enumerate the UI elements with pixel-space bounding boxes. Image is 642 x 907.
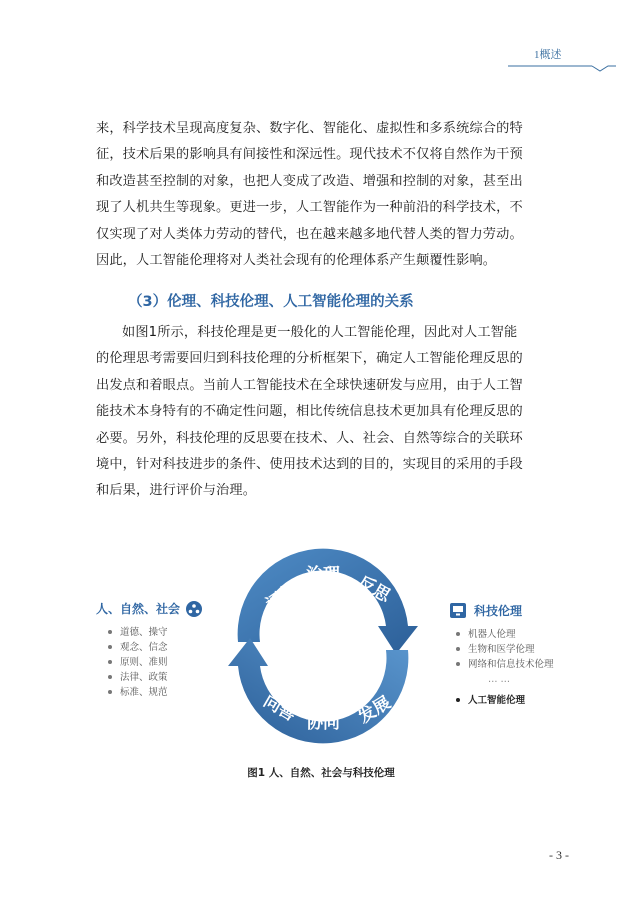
right-legend-title-text: 科技伦理: [474, 604, 523, 618]
paragraph-line: 如图1所示，科技伦理是更一般化的人工智能伦理，因此对人工智能: [122, 325, 518, 340]
paragraph-line: 征，技术后果的影响具有间接性和深远性。现代技术不仅将自然作为干预: [96, 147, 523, 163]
top-arc-label: 反思: [354, 572, 394, 607]
top-arc-label: 治理: [306, 565, 340, 585]
paragraph-line: 仅实现了对人类体力劳动的替代，也在越来越多地代替人类的智力劳动。: [96, 226, 523, 242]
right-legend: [450, 602, 554, 708]
page-number: - 3 -: [549, 848, 569, 862]
paragraph-line: 能技术本身特有的不确定性问题，相比传统信息技术更加具有伦理反思的: [96, 404, 523, 420]
paragraph-line: 和后果，进行评价与治理。: [96, 483, 257, 499]
figure-caption: 图1 人、自然、社会与科技伦理: [247, 767, 395, 779]
chapter-label: 1概述: [534, 49, 562, 61]
left-legend-title: [96, 600, 202, 617]
list-ellipsis: … …: [488, 674, 511, 685]
cycle-diagram: [218, 540, 428, 752]
left-legend: [96, 600, 202, 700]
bottom-arc-label: 向善: [259, 691, 300, 726]
left-legend-title-text: 人、自然、社会: [96, 602, 181, 616]
left-legend-list: [96, 625, 202, 700]
list-item: 法律、政策: [96, 670, 202, 685]
paragraph-line: 境中，针对科技进步的条件、使用技术达到的目的，实现目的采用的手段: [96, 457, 523, 473]
list-item: 网络和信息技术伦理: [450, 657, 554, 672]
list-item: 原则、准则: [96, 655, 202, 670]
section-heading: （3）伦理、科技伦理、人工智能伦理的关系: [128, 294, 414, 310]
list-item: 机器人伦理: [450, 627, 554, 642]
monitor-icon: [450, 603, 466, 618]
list-item: 观念、信念: [96, 640, 202, 655]
paragraph-2: [96, 320, 566, 505]
top-arc-label: 评估: [262, 578, 302, 615]
paragraph-line: 出发点和着眼点。当前人工智能技术在全球快速研发与应用，由于人工智: [96, 377, 523, 393]
right-legend-list: [450, 627, 554, 708]
header-rule: [508, 64, 616, 72]
paragraph-line: 因此，人工智能伦理将对人类社会现有的伦理体系产生颠覆性影响。: [96, 253, 497, 269]
list-item: 生物和医学伦理: [450, 642, 554, 657]
list-item-highlight: 人工智能伦理: [450, 693, 554, 708]
right-legend-title: [450, 602, 554, 619]
list-item: 标准、规范: [96, 685, 202, 700]
paragraph-1: [96, 116, 566, 274]
paragraph-line: 现了人机共生等现象。更进一步，人工智能作为一种前沿的科学技术，不: [96, 200, 523, 216]
list-item: 道德、操守: [96, 625, 202, 640]
paragraph-line: 来，科学技术呈现高度复杂、数字化、智能化、虚拟性和多系统综合的特: [96, 121, 523, 136]
bottom-arc-label: 发展: [355, 692, 395, 728]
paragraph-line: 的伦理思考需要回归到科技伦理的分析框架下，确定人工智能伦理反思的: [96, 351, 523, 367]
paragraph-line: 必要。另外，科技伦理的反思要在技术、人、社会、自然等综合的关联环: [96, 430, 523, 446]
bottom-arc-label: 协同: [306, 713, 340, 733]
people-network-icon: [186, 601, 202, 617]
paragraph-line: 和改造甚至控制的对象，也把人变成了改造、增强和控制的对象，甚至出: [96, 173, 523, 189]
